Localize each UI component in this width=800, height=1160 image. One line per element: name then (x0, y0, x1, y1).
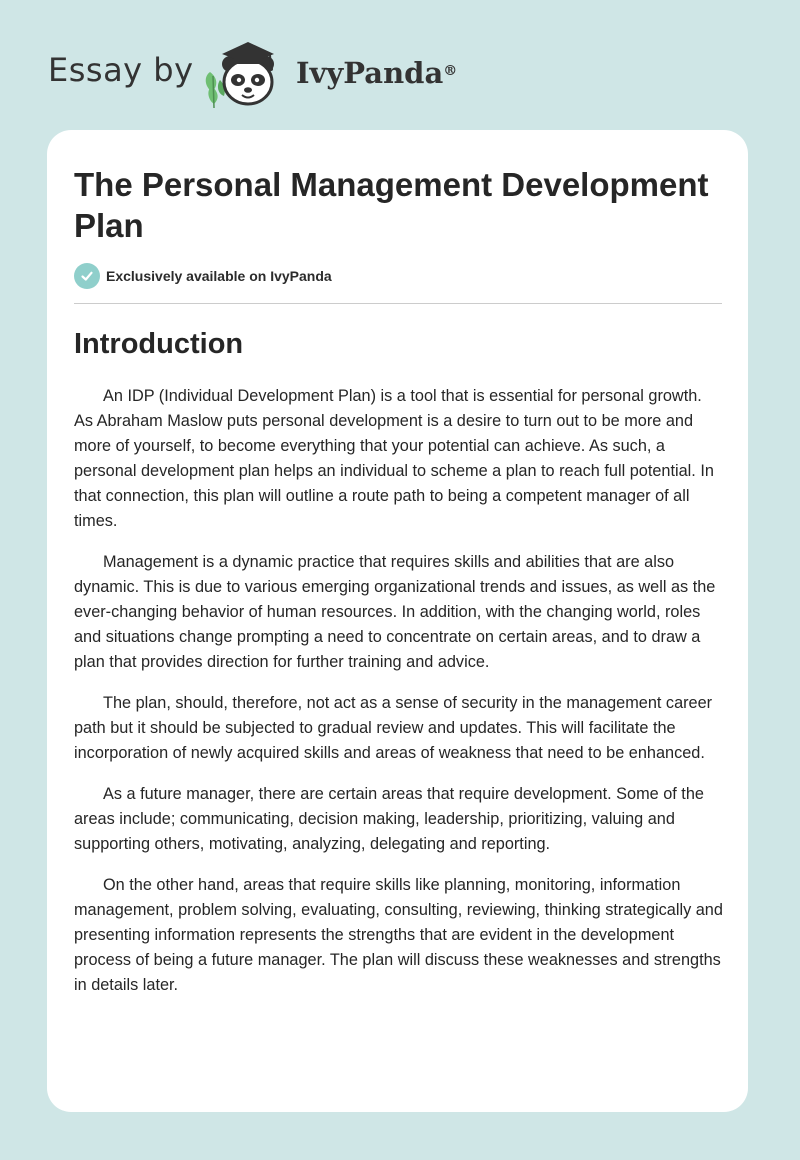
paragraph: As a future manager, there are certain areas that require development. Some of the areas include; communicating, decision making, leadership, prioritizing, valuing and supporting others, motivating, analyzing, delegating and reporting. (74, 785, 704, 853)
site-header (0, 0, 800, 130)
paragraph: The plan, should, therefore, not act as a sense of security in the management career path but it should be subjected to gradual review and updates. This will facilitate the incorporation of newly acquired skills and areas of weakness that need to be enhanced. (74, 694, 713, 762)
essay-by-label: Essay by (48, 51, 194, 89)
paragraph: Management is a dynamic practice that requires skills and abilities that are also dynamic. This is due to various emerging organizational trends and issues, as well as the ever-changing behavior of human resources. In addition, with the changing world, roles and situations change prompting a need to concentrate on certain areas, and to draw a plan that provides direction for further training and advice. (74, 553, 716, 671)
divider (74, 303, 722, 304)
brand-name[interactable]: IvyPanda® (296, 56, 458, 90)
paragraph: On the other hand, areas that require skills like planning, monitoring, information management, problem solving, evaluating, consulting, reviewing, thinking strategically and presenting information represents the strengths that are evident in the development process of being a future manager. The plan will discuss these weaknesses and strengths in details later. (74, 876, 723, 994)
article-card (47, 130, 748, 1112)
exclusive-badge (74, 263, 332, 289)
badge-label: Exclusively available on IvyPanda (106, 268, 332, 284)
check-circle-icon (74, 263, 100, 289)
paragraph: An IDP (Individual Development Plan) is a tool that is essential for personal growth. As Abraham Maslow puts personal development is a desire to turn out to be more and more of yourself, to become everything that your potential can achieve. As such, a personal development plan helps an individual to scheme a plan to reach full potential. In that connection, this plan will outline a route path to being a competent manager of all times. (74, 387, 714, 530)
section-heading: Introduction (74, 328, 244, 360)
page-title: The Personal Management Development Plan (74, 166, 709, 244)
panda-logo-icon[interactable] (200, 36, 292, 110)
ivy-leaf-icon (206, 72, 225, 108)
registered-mark: ® (443, 63, 458, 79)
article-body (74, 384, 724, 1014)
